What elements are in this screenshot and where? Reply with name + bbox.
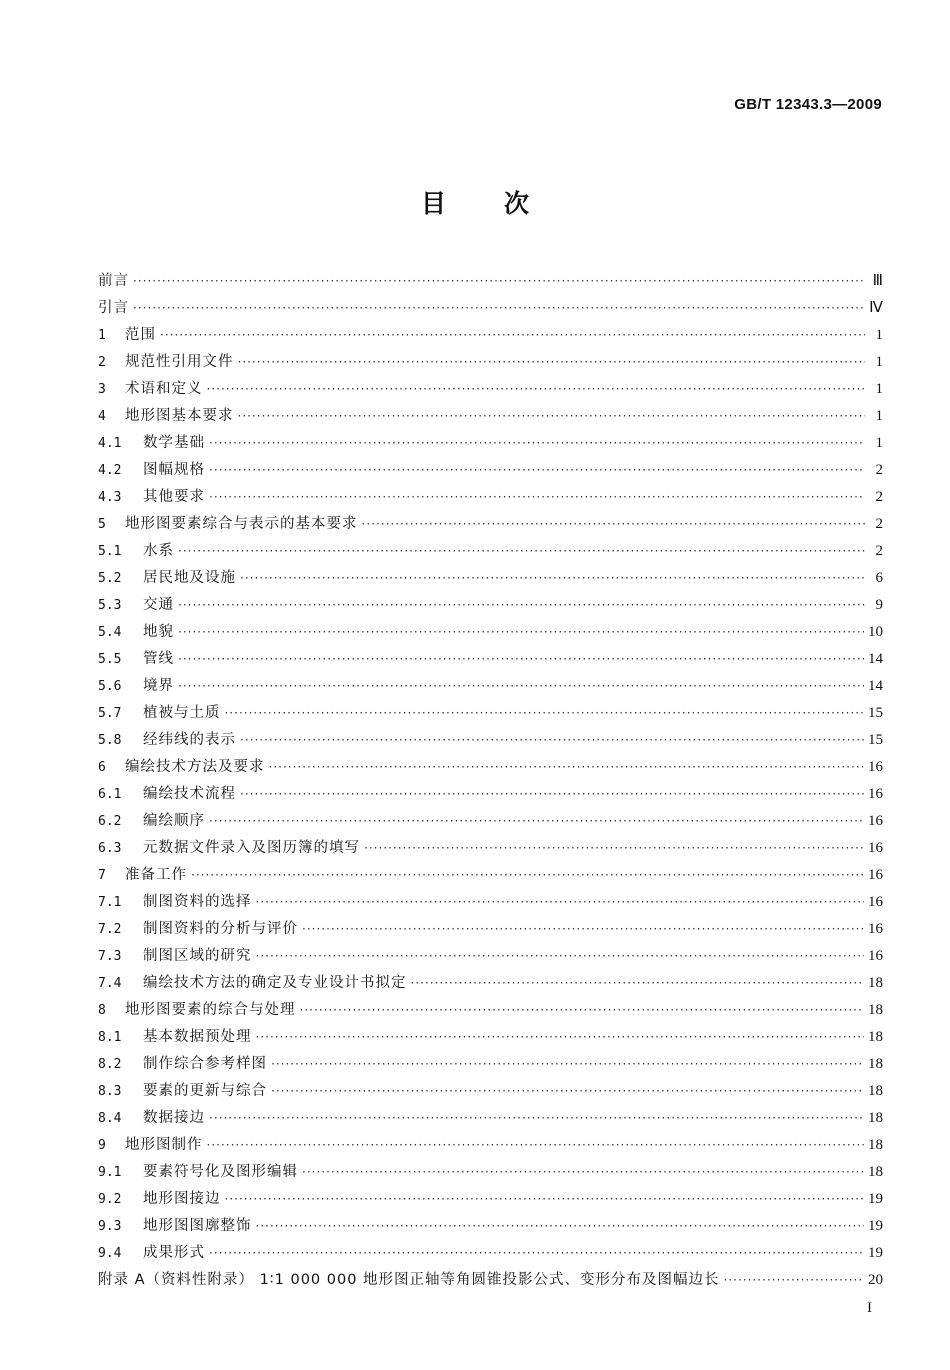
toc-entry-number: 4.1 — [98, 436, 122, 451]
toc-entry[interactable] — [98, 403, 883, 430]
toc-dot-leader — [238, 403, 866, 430]
toc-entry-page: 2 — [875, 462, 883, 478]
toc-entry[interactable] — [98, 457, 883, 484]
toc-entry[interactable] — [98, 511, 883, 538]
toc-entry-label: 制图区域的研究 — [143, 948, 252, 964]
toc-entry[interactable] — [98, 1213, 883, 1240]
toc-entry-page: 16 — [868, 921, 883, 937]
toc-entry-page: 14 — [868, 651, 883, 667]
toc-dot-leader — [302, 916, 864, 943]
toc-dot-leader — [364, 835, 864, 862]
toc-entry[interactable] — [98, 619, 883, 646]
toc-entry[interactable] — [98, 565, 883, 592]
toc-dot-leader — [240, 781, 864, 808]
toc-entry-page: 1 — [875, 354, 883, 370]
toc-dot-leader — [256, 1024, 865, 1051]
toc-entry-page: 16 — [868, 759, 883, 775]
toc-dot-leader — [178, 538, 865, 565]
toc-entry-number: 7.2 — [98, 922, 122, 937]
toc-dot-leader — [256, 889, 865, 916]
toc-entry-number: 5.1 — [98, 544, 122, 559]
title-char-2: 次 — [504, 189, 530, 218]
toc-dot-leader — [225, 1186, 865, 1213]
toc-entry[interactable] — [98, 1132, 883, 1159]
toc-entry-number: 5 — [98, 517, 106, 532]
toc-entry-number: 2 — [98, 355, 106, 370]
toc-entry-number: 9 — [98, 1138, 106, 1153]
toc-dot-leader — [209, 457, 865, 484]
title-char-1: 目 — [420, 189, 446, 218]
toc-entry-number: 5.4 — [98, 625, 122, 640]
toc-dot-leader — [209, 1240, 864, 1267]
toc-entry-number: 8.3 — [98, 1084, 122, 1099]
toc-entry-number: 8.4 — [98, 1111, 122, 1126]
toc-dot-leader — [207, 1132, 865, 1159]
toc-entry-number: 8.2 — [98, 1057, 122, 1072]
toc-entry-label: 地形图图廓整饰 — [143, 1218, 252, 1234]
toc-dot-leader — [362, 511, 866, 538]
toc-entry-page: 15 — [868, 732, 883, 748]
toc-entry-page: 18 — [868, 1137, 883, 1153]
toc-entry-page: 18 — [868, 975, 883, 991]
toc-entry-page: 16 — [868, 786, 883, 802]
toc-dot-leader — [209, 484, 865, 511]
toc-entry-page: 15 — [868, 705, 883, 721]
toc-entry-number: 1 — [98, 328, 106, 343]
toc-dot-leader — [238, 349, 866, 376]
toc-entry-number: 5.8 — [98, 733, 122, 748]
toc-entry-page: 18 — [868, 1083, 883, 1099]
toc-entry-number: 4 — [98, 409, 106, 424]
toc-entry[interactable] — [98, 1024, 883, 1051]
toc-entry-label: 基本数据预处理 — [143, 1029, 252, 1045]
toc-entry-number: 5.5 — [98, 652, 122, 667]
toc-entry-label: 其他要求 — [143, 489, 205, 505]
toc-entry-label: 编绘技术方法的确定及专业设计书拟定 — [143, 975, 407, 991]
page-title — [0, 184, 950, 220]
toc-entry-page: 16 — [868, 894, 883, 910]
toc-dot-leader — [133, 295, 865, 322]
toc-dot-leader — [300, 997, 865, 1024]
toc-entry-label: 地貌 — [143, 624, 174, 640]
toc-entry-label: 植被与土质 — [143, 705, 221, 721]
toc-entry-label: 要素符号化及图形编辑 — [143, 1164, 298, 1180]
toc-entry-page: 2 — [875, 543, 883, 559]
toc-entry-number: 7.3 — [98, 949, 122, 964]
toc-dot-leader — [207, 376, 866, 403]
toc-entry[interactable] — [98, 1078, 883, 1105]
page-number: I — [867, 1300, 872, 1316]
toc-entry[interactable] — [98, 592, 883, 619]
toc-entry-label: 范围 — [125, 327, 156, 343]
toc-entry-number: 8 — [98, 1003, 106, 1018]
toc-entry[interactable] — [98, 889, 883, 916]
toc-entry[interactable] — [98, 1186, 883, 1213]
toc-entry[interactable] — [98, 1105, 883, 1132]
toc-entry-number: 3 — [98, 382, 106, 397]
toc-entry[interactable] — [98, 781, 883, 808]
toc-entry-number: 5.3 — [98, 598, 122, 613]
toc-entry-number: 9.3 — [98, 1219, 122, 1234]
toc-dot-leader — [240, 727, 864, 754]
toc-entry-page: 6 — [875, 570, 883, 586]
toc-entry-page: 16 — [868, 867, 883, 883]
toc-dot-leader — [178, 646, 864, 673]
toc-entry[interactable] — [98, 430, 883, 457]
toc-entry-label: 制作综合参考样图 — [143, 1056, 267, 1072]
toc-entry[interactable] — [98, 673, 883, 700]
toc-entry[interactable] — [98, 484, 883, 511]
toc-entry-number: 5.2 — [98, 571, 122, 586]
toc-entry-label: 准备工作 — [125, 867, 187, 883]
toc-entry-label: 地形图要素的综合与处理 — [125, 1002, 296, 1018]
toc-entry-page: 18 — [868, 1029, 883, 1045]
toc-entry-page: 16 — [868, 840, 883, 856]
toc-entry-page: 2 — [875, 489, 883, 505]
toc-entry[interactable] — [98, 835, 883, 862]
toc-entry[interactable] — [98, 862, 883, 889]
toc-entry-label: 管线 — [143, 651, 174, 667]
toc-entry-label: 居民地及设施 — [143, 570, 236, 586]
table-of-contents — [98, 268, 883, 1294]
toc-entry-page: 1 — [875, 435, 883, 451]
toc-entry[interactable] — [98, 268, 883, 295]
toc-entry-label: 水系 — [143, 543, 174, 559]
toc-entry-number: 5.7 — [98, 706, 122, 721]
toc-entry[interactable] — [98, 1051, 883, 1078]
toc-entry-label: 交通 — [143, 597, 174, 613]
toc-entry-number: 6 — [98, 760, 106, 775]
toc-entry-label: 制图资料的分析与评价 — [143, 921, 298, 937]
toc-entry[interactable] — [98, 754, 883, 781]
toc-entry-label: 元数据文件录入及图历簿的填写 — [143, 840, 360, 856]
toc-entry-page: 18 — [868, 1164, 883, 1180]
toc-entry[interactable] — [98, 1159, 883, 1186]
toc-entry-page: 16 — [868, 813, 883, 829]
toc-entry-page: 9 — [875, 597, 883, 613]
toc-entry[interactable] — [98, 970, 883, 997]
toc-entry-label: 制图资料的选择 — [143, 894, 252, 910]
toc-entry-page: Ⅲ — [872, 273, 883, 289]
toc-entry-number: 7.4 — [98, 976, 122, 991]
toc-dot-leader — [271, 1051, 864, 1078]
toc-dot-leader — [209, 808, 864, 835]
toc-entry-label: 要素的更新与综合 — [143, 1083, 267, 1099]
toc-entry[interactable] — [98, 295, 883, 322]
toc-entry-number: 6.3 — [98, 841, 122, 856]
toc-dot-leader — [256, 1213, 865, 1240]
toc-dot-leader — [178, 673, 864, 700]
toc-entry-page: 18 — [868, 1056, 883, 1072]
toc-entry-page: 2 — [875, 516, 883, 532]
toc-entry-number: 9.1 — [98, 1165, 122, 1180]
toc-entry-label: 地形图制作 — [125, 1137, 203, 1153]
toc-dot-leader — [209, 430, 865, 457]
toc-entry[interactable] — [98, 997, 883, 1024]
toc-entry[interactable] — [98, 349, 883, 376]
toc-entry[interactable] — [98, 700, 883, 727]
toc-entry-label: 数学基础 — [143, 435, 205, 451]
toc-entry-number: 5.6 — [98, 679, 122, 694]
toc-entry-label: 引言 — [98, 300, 129, 316]
toc-entry-number: 7.1 — [98, 895, 122, 910]
toc-entry-page: Ⅳ — [869, 300, 883, 316]
toc-entry-page: 14 — [868, 678, 883, 694]
toc-entry-label: 地形图要素综合与表示的基本要求 — [125, 516, 358, 532]
toc-entry-label: 附录 A（资料性附录） 1∶1 000 000 地形图正轴等角圆锥投影公式、变形分布及图幅边长 — [98, 1272, 720, 1288]
toc-entry-label: 成果形式 — [143, 1245, 205, 1261]
toc-entry-label: 图幅规格 — [143, 462, 205, 478]
toc-dot-leader — [191, 862, 864, 889]
toc-dot-leader — [160, 322, 865, 349]
toc-entry-number: 4.3 — [98, 490, 122, 505]
toc-dot-leader — [302, 1159, 864, 1186]
toc-entry[interactable] — [98, 538, 883, 565]
toc-entry-page: 19 — [868, 1245, 883, 1261]
toc-entry-number: 6.1 — [98, 787, 122, 802]
toc-entry[interactable] — [98, 1240, 883, 1267]
toc-entry[interactable] — [98, 727, 883, 754]
toc-dot-leader — [724, 1267, 864, 1294]
toc-entry-label: 地形图基本要求 — [125, 408, 234, 424]
toc-entry-page: 20 — [868, 1272, 883, 1288]
toc-entry-label: 境界 — [143, 678, 174, 694]
toc-entry-label: 编绘技术流程 — [143, 786, 236, 802]
toc-entry-page: 1 — [875, 381, 883, 397]
toc-entry[interactable] — [98, 376, 883, 403]
toc-entry-label: 地形图接边 — [143, 1191, 221, 1207]
toc-entry-page: 19 — [868, 1191, 883, 1207]
toc-dot-leader — [178, 592, 865, 619]
toc-entry-label: 编绘顺序 — [143, 813, 205, 829]
toc-entry[interactable] — [98, 322, 883, 349]
toc-entry-page: 16 — [868, 948, 883, 964]
toc-dot-leader — [256, 943, 865, 970]
toc-dot-leader — [271, 1078, 864, 1105]
toc-entry[interactable] — [98, 808, 883, 835]
toc-entry-number: 9.2 — [98, 1192, 122, 1207]
toc-entry[interactable] — [98, 916, 883, 943]
toc-entry-number: 4.2 — [98, 463, 122, 478]
toc-entry-label: 经纬线的表示 — [143, 732, 236, 748]
toc-entry-label: 数据接边 — [143, 1110, 205, 1126]
toc-entry[interactable] — [98, 943, 883, 970]
toc-dot-leader — [178, 619, 864, 646]
toc-dot-leader — [411, 970, 865, 997]
toc-entry-label: 编绘技术方法及要求 — [125, 759, 265, 775]
toc-dot-leader — [240, 565, 865, 592]
toc-entry-page: 1 — [875, 408, 883, 424]
standard-code: GB/T 12343.3—2009 — [734, 96, 882, 113]
toc-entry-page: 1 — [875, 327, 883, 343]
toc-dot-leader — [133, 268, 865, 295]
toc-entry-label: 前言 — [98, 273, 129, 289]
toc-entry-number: 7 — [98, 868, 106, 883]
toc-entry-number: 6.2 — [98, 814, 122, 829]
toc-entry-page: 18 — [868, 1002, 883, 1018]
toc-entry-page: 19 — [868, 1218, 883, 1234]
toc-dot-leader — [209, 1105, 864, 1132]
toc-entry-label: 术语和定义 — [125, 381, 203, 397]
toc-dot-leader — [225, 700, 865, 727]
toc-dot-leader — [269, 754, 865, 781]
toc-entry-number: 9.4 — [98, 1246, 122, 1261]
toc-entry-label: 规范性引用文件 — [125, 354, 234, 370]
toc-entry-page: 18 — [868, 1110, 883, 1126]
toc-entry[interactable] — [98, 646, 883, 673]
toc-entry[interactable] — [98, 1267, 883, 1294]
toc-entry-number: 8.1 — [98, 1030, 122, 1045]
toc-entry-page: 10 — [868, 624, 883, 640]
